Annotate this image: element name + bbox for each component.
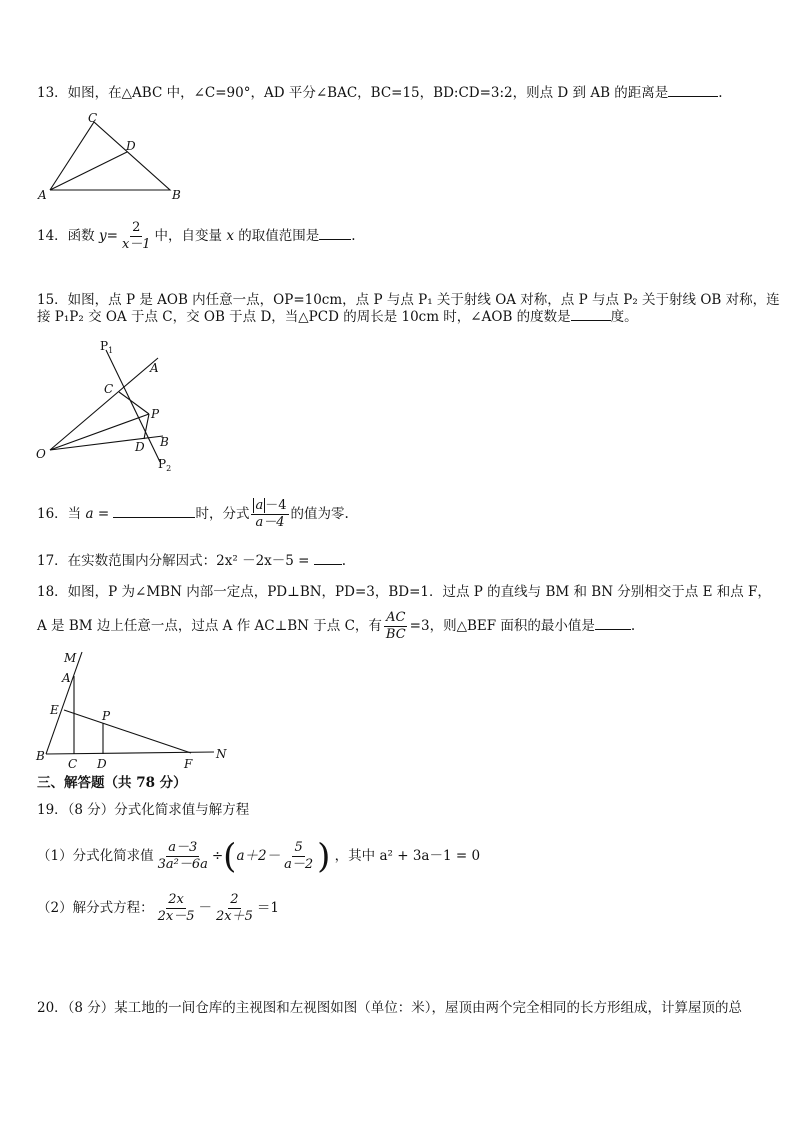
- answer-blank: [314, 550, 342, 565]
- label-d: D: [135, 440, 145, 454]
- fraction: $\frac{a -4}{a-4}$: [251, 498, 288, 531]
- section-3-title: 三、解答题（共 78 分）: [37, 775, 187, 791]
- label-b: B: [36, 749, 45, 763]
- question-19-part1: （1）分式化简求值 $\frac{a-3}{\text{3a²－6a}}$ ÷(a＋2－ $\frac{5}{a-2}$ ) ，其中 a² + 3a－1 = 0: [37, 836, 481, 877]
- label-n: N: [216, 747, 227, 761]
- answer-blank: [571, 306, 611, 321]
- angle-mbn-figure: [34, 648, 234, 772]
- question-19-title: 19．（8 分）分式化简求值与解方程: [37, 802, 250, 818]
- question-15-line1: 15．如图，点 P 是 AOB 内任意一点，OP=10cm，点 P 与点 P₁ 关于射线 OA 对称，点 P 与点 P₂ 关于射线 OB 对称，连: [37, 292, 780, 308]
- label-c: C: [104, 382, 114, 396]
- answer-blank: [595, 615, 631, 630]
- label-a: A: [62, 671, 71, 685]
- answer-blank: [319, 225, 351, 240]
- fraction: $\frac{AC}{BC}$: [385, 610, 406, 642]
- question-20: 20．（8 分）某工地的一间仓库的主视图和左视图如图（单位：米），屋顶由两个完全相同的长方形组成，计算屋顶的总: [37, 1000, 743, 1016]
- q13-text: 13．如图，在△ABC 中，∠C=90°，AD 平分∠BAC，BC=15，BD:CD=3:2，则点 D 到 AB 的距离是: [37, 85, 669, 101]
- label-a: A: [150, 361, 159, 375]
- question-19-part2: （2）解分式方程： $\frac{2x}{2x-5}$ － $\frac{2}{2x+5}$ ＝1: [37, 892, 279, 924]
- label-a: A: [38, 188, 47, 202]
- answer-blank: [668, 82, 718, 97]
- label-f: F: [184, 757, 193, 771]
- fraction: $\frac{a-3}{\text{3a²－6a}}$: [157, 840, 208, 872]
- fraction: $\frac{2}{x-1}$: [121, 220, 151, 252]
- label-b: B: [160, 435, 169, 449]
- label-b: B: [172, 188, 181, 202]
- angle-aob-figure: [30, 336, 180, 476]
- fraction: $\frac{2x}{2x-5}$: [157, 892, 195, 924]
- question-14: 14．函数 y= $\frac{2}{x-1}$ 中，自变量 x 的取值范围是 .: [37, 220, 356, 252]
- label-d: D: [97, 757, 107, 771]
- question-18-line1: 18．如图，P 为∠MBN 内部一定点，PD⊥BN，PD=3，BD=1．过点 P 的直线与 BM 和 BN 分别相交于点 E 和点 F，: [37, 584, 771, 600]
- label-d: D: [126, 139, 136, 153]
- label-e: E: [50, 703, 59, 717]
- question-13: 13．如图，在△ABC 中，∠C=90°，AD 平分∠BAC，BC=15，BD:CD=3:2，则点 D 到 AB 的距离是 .: [37, 82, 723, 103]
- label-c: C: [88, 111, 98, 125]
- question-18-line2: A 是 BM 边上任意一点，过点 A 作 AC⊥BN 于点 C，有 $\frac{AC}{BC}$ =3，则△BEF 面积的最小值是 .: [37, 610, 636, 642]
- label-o: O: [36, 447, 46, 461]
- triangle-abc-figure: [34, 108, 184, 203]
- label-p: P: [102, 709, 111, 723]
- label-p2: $P_2$: [158, 457, 172, 473]
- question-17: 17．在实数范围内分解因式：2x² －2x－5 = .: [37, 550, 346, 571]
- label-p1: $P_1$: [100, 339, 114, 355]
- label-c: C: [68, 757, 78, 771]
- label-m: M: [64, 651, 77, 665]
- fraction: $\frac{2}{2x+5}$: [215, 892, 253, 924]
- label-p: P: [151, 407, 160, 421]
- fraction: $\frac{5}{a-2}$: [284, 840, 314, 872]
- answer-blank: [113, 503, 195, 518]
- question-15-line2: 接 P₁P₂ 交 OA 于点 C，交 OB 于点 D，当△PCD 的周长是 10cm 时，∠AOB 的度数是 度。: [37, 306, 638, 327]
- question-16: 16．当 a = 时，分式 $\frac{a -4}{a-4}$ 的值为零.: [37, 498, 349, 530]
